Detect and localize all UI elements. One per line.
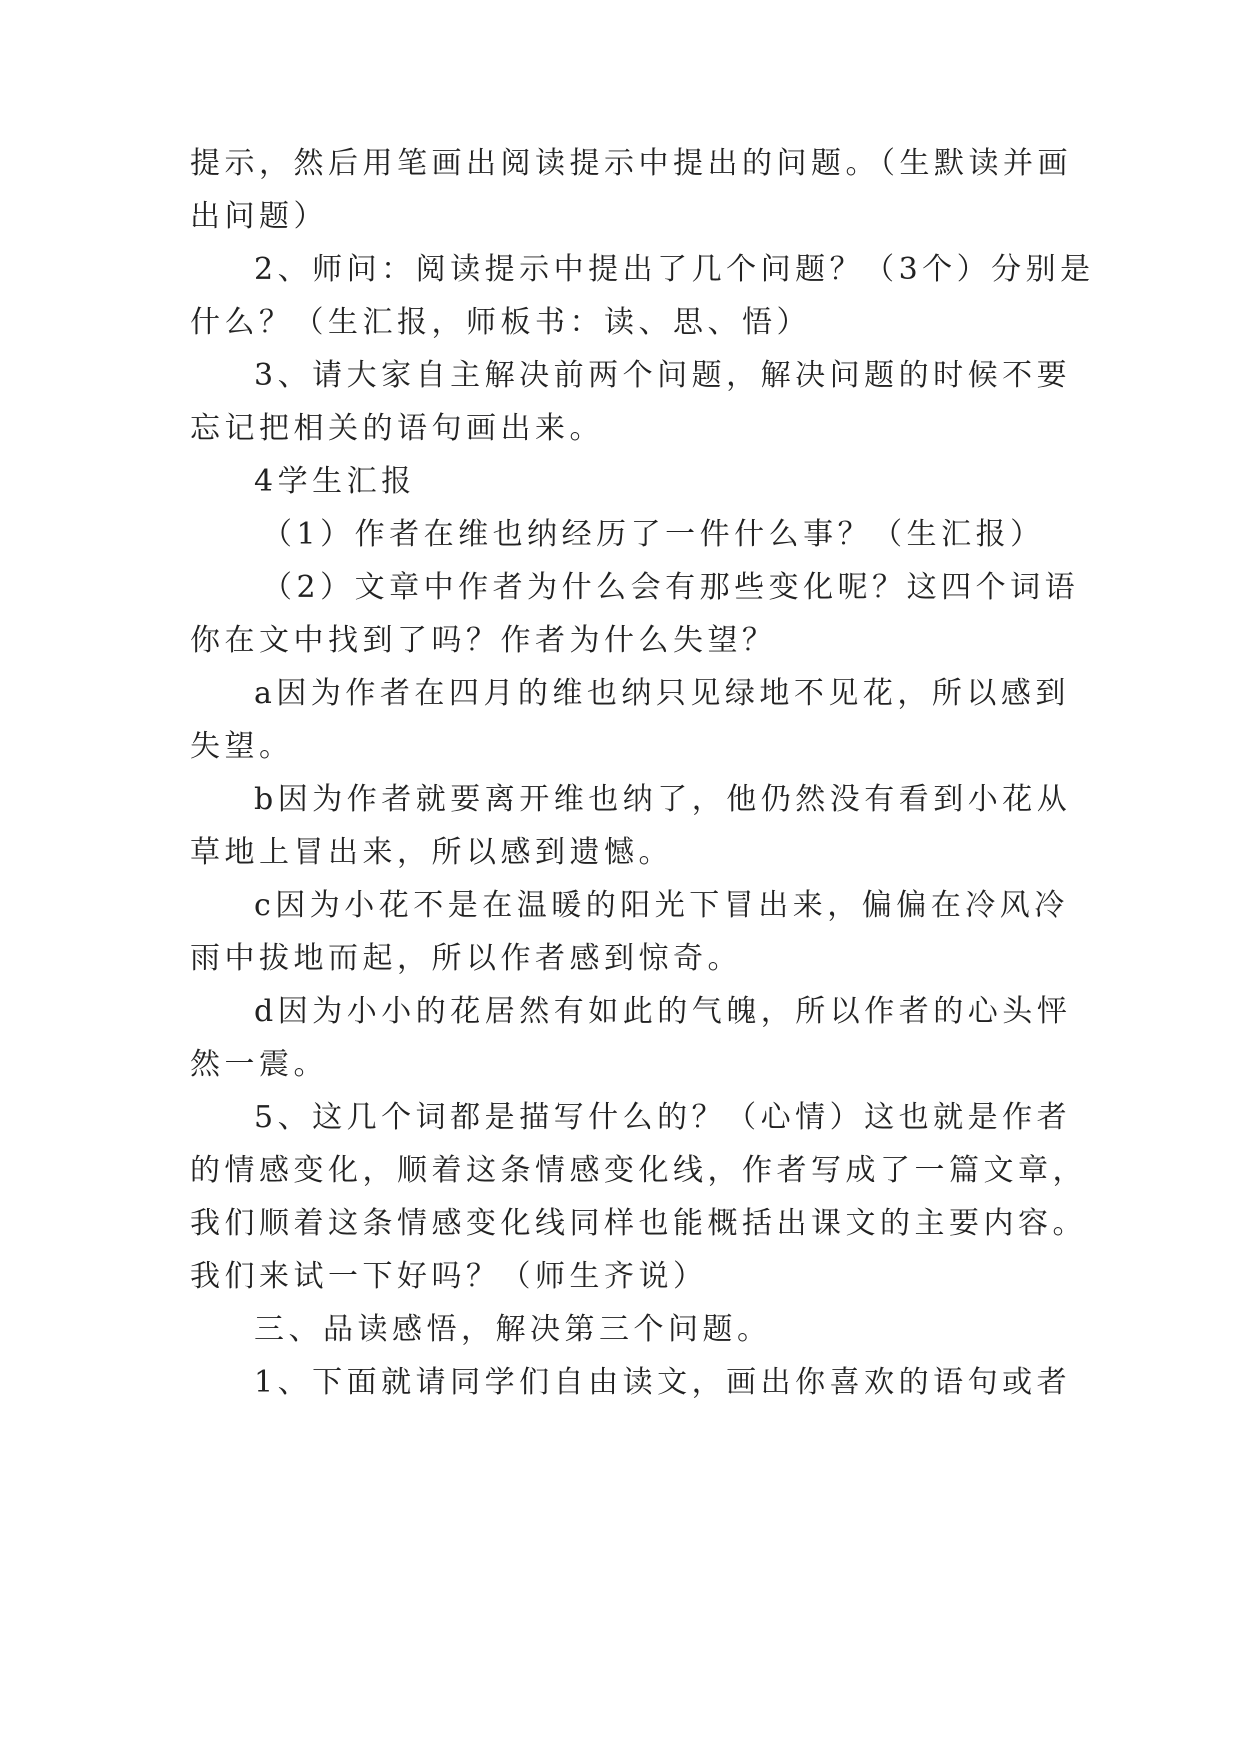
paragraph-line: 草地上冒出来，所以感到遗憾。 bbox=[190, 835, 673, 870]
paragraph-line: 什么？（生汇报，师板书：读、思、悟） bbox=[190, 305, 811, 340]
paragraph-line: 你在文中找到了吗？作者为什么失望？ bbox=[190, 623, 777, 658]
paragraph-line: c因为小花不是在温暖的阳光下冒出来，偏偏在冷风冷 bbox=[254, 888, 1069, 923]
paragraph-line: 忘记把相关的语句画出来。 bbox=[190, 411, 604, 446]
paragraph-line: b因为作者就要离开维也纳了，他仍然没有看到小花从 bbox=[254, 782, 1072, 817]
section-heading: 4学生汇报 bbox=[254, 464, 416, 499]
paragraph-line: d因为小小的花居然有如此的气魄，所以作者的心头怦 bbox=[254, 994, 1072, 1029]
paragraph-line: （2）文章中作者为什么会有那些变化呢？这四个词语 bbox=[262, 570, 1080, 605]
paragraph-line: 然一震。 bbox=[190, 1047, 328, 1082]
paragraph-line: （1）作者在维也纳经历了一件什么事？（生汇报） bbox=[262, 517, 1045, 552]
paragraph-line: 雨中拔地而起，所以作者感到惊奇。 bbox=[190, 941, 742, 976]
paragraph-line: 2、师问：阅读提示中提出了几个问题？（3个）分别是 bbox=[254, 252, 1095, 287]
section-heading: 三、品读感悟，解决第三个问题。 bbox=[254, 1312, 772, 1347]
paragraph-line: 我们顺着这条情感变化线同样也能概括出课文的主要内容。 bbox=[190, 1206, 1087, 1241]
paragraph-line: 3、请大家自主解决前两个问题，解决问题的时候不要 bbox=[254, 358, 1072, 393]
paragraph-line: 1、下面就请同学们自由读文，画出你喜欢的语句或者 bbox=[254, 1365, 1072, 1400]
paragraph-line: 失望。 bbox=[190, 729, 294, 764]
paragraph-line: 的情感变化，顺着这条情感变化线，作者写成了一篇文章， bbox=[190, 1153, 1087, 1188]
paragraph-line: 提示，然后用笔画出阅读提示中提出的问题。（生默读并画 bbox=[190, 146, 1072, 181]
paragraph-line: 5、这几个词都是描写什么的？（心情）这也就是作者 bbox=[254, 1100, 1072, 1135]
paragraph-line: 我们来试一下好吗？（师生齐说） bbox=[190, 1259, 708, 1294]
paragraph-line: 出问题） bbox=[190, 199, 328, 234]
paragraph-line: a因为作者在四月的维也纳只见绿地不见花，所以感到 bbox=[254, 676, 1070, 711]
